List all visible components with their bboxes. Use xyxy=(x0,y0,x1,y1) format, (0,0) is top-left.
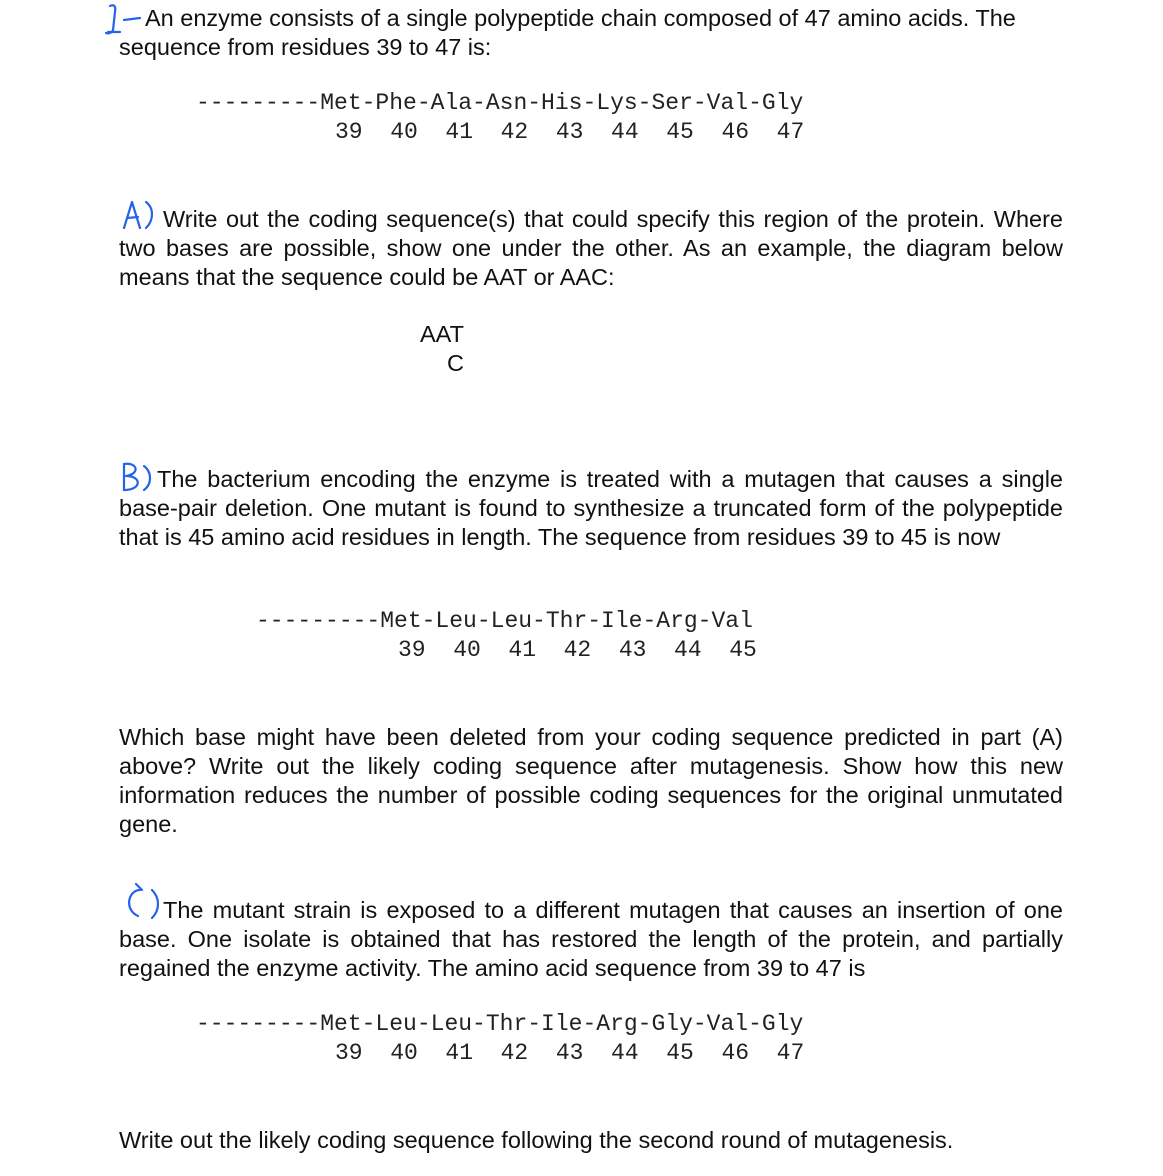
example-codon-alt-base: C xyxy=(447,350,464,376)
part-c-question xyxy=(119,1126,1063,1155)
part-b-text xyxy=(119,465,1063,552)
part-c-question-text: Write out the likely coding sequence following the second round of mutagenesis. xyxy=(119,1127,954,1153)
revertant-sequence: ---------Met-Leu-Leu-Thr-Ile-Arg-Gly-Val-Gly xyxy=(196,1011,804,1037)
truncated-sequence: ---------Met-Leu-Leu-Thr-Ile-Arg-Val xyxy=(256,608,753,634)
part-c-description: The mutant strain is exposed to a different mutagen that causes an insertion of one base. One isolate is obtained that has restored the length of the protein, and partially regained the enzyme activity. The amino acid sequence from 39 to 47 is xyxy=(119,897,1063,981)
part-c-text xyxy=(119,896,1063,983)
part-a-text xyxy=(119,205,1063,292)
part-b-description: The bacterium encoding the enzyme is treated with a mutagen that causes a single base-pair deletion. One mutant is found to synthesize a truncated form of the polypeptide that is 45 amino acid residues in length. The sequence from residues 39 to 45 is now xyxy=(119,466,1063,550)
intro-line-1: An enzyme consists of a single polypeptide chain composed of 47 amino acids. The xyxy=(145,5,1016,31)
example-codon-top: AAT xyxy=(420,321,464,347)
intro-line-2: sequence from residues 39 to 47 is: xyxy=(119,34,492,60)
original-sequence: ---------Met-Phe-Ala-Asn-His-Lys-Ser-Val-Gly xyxy=(196,90,804,116)
original-sequence-numbers: 39 40 41 42 43 44 45 46 47 xyxy=(335,119,805,145)
truncated-sequence-numbers: 39 40 41 42 43 44 45 xyxy=(398,637,757,663)
part-a-instructions: Write out the coding sequence(s) that could specify this region of the protein. Where two bases are possible, show one under the other. As an example, the diagram below means that the sequence could be AAT or AAC: xyxy=(119,206,1063,290)
question-intro xyxy=(119,4,1063,62)
part-b-question xyxy=(119,723,1063,839)
revertant-sequence-numbers: 39 40 41 42 43 44 45 46 47 xyxy=(335,1040,805,1066)
part-b-question-text: Which base might have been deleted from your coding sequence predicted in part (A) above? Write out the likely coding sequence after mutagenesis. Show how this new information reduces the number of possible coding sequences for the original unmutated gene. xyxy=(119,724,1063,837)
